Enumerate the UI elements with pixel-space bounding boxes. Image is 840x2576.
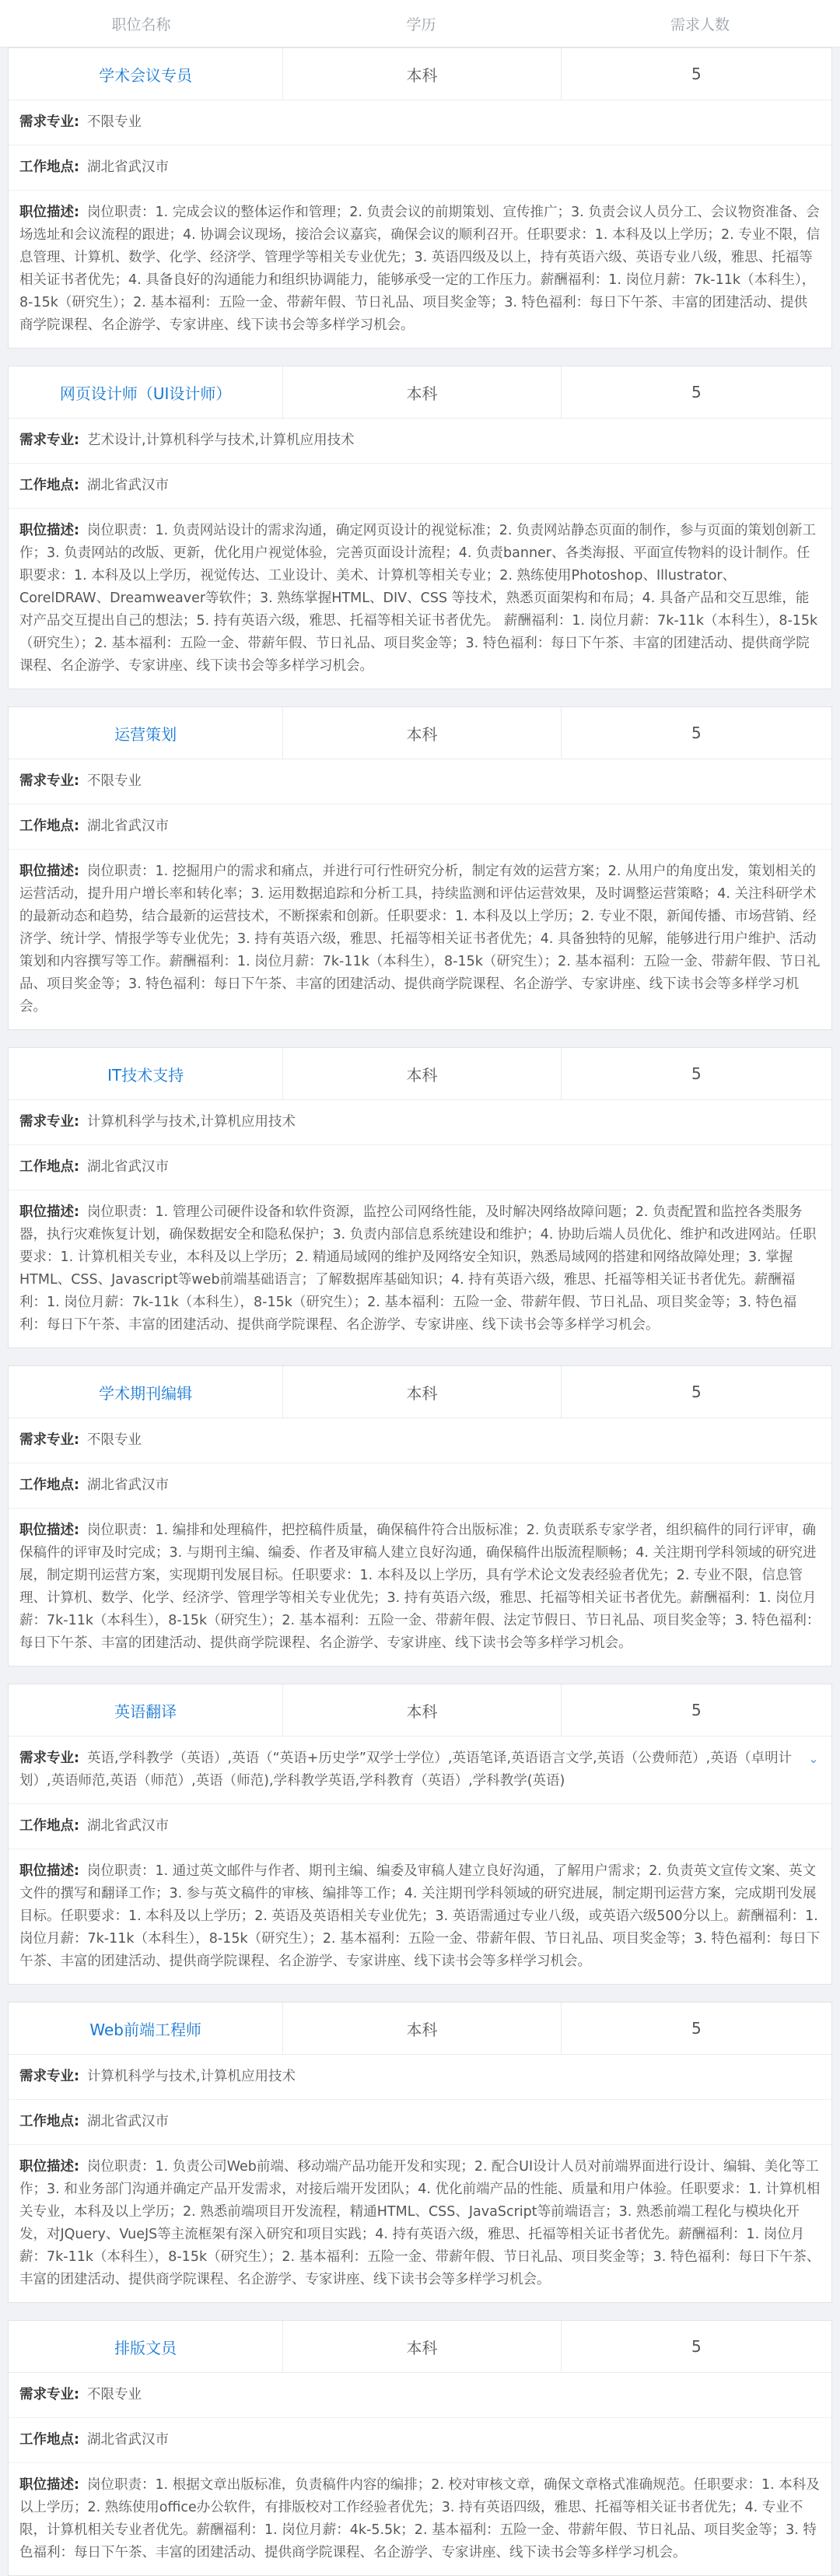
job-location-row [9,1804,831,1849]
job-major-row [9,2373,831,2418]
job-header-row[interactable] [9,1684,831,1737]
job-count: 5 [691,1064,702,1083]
location-label: 工作地点: [19,2432,79,2448]
job-desc: 岗位职责：1. 负责公司Web前端、移动端产品功能开发和实现；2. 配合UI设计人员对前端界面进行设计、编辑、美化等工作；3. 和业务部门沟通并确定产品开发需求，对接后端开发团队；4. 优化前端产品的性能、质量和用户体验。任职要求：1. 计算机相关专业，本科及以上学历；2. 熟悉前端项目开发流程，精通HTML、CSS、JavaScript等前端语言；3. 熟悉前端工程化与模块化开发，对JQuery、VueJS等主流框架有深入研究和项目实践；4. 持有英语六级，雅思、托福等相关证书者优先。薪酬福利：1. 岗位月薪：7k-11k（本科生），8-15k（研究生）；2. 基本福利：五险一金、带薪年假、节日礼品、项目奖金等；3. 特色福利：每日下午茶、丰富的团建活动、提供商学院课程、名企游学、专家讲座、线下读书会等多样学习机会。 [19,2159,821,2287]
job-header-row[interactable] [9,48,831,100]
job-card [8,1684,832,1985]
job-degree: 本科 [283,366,561,418]
job-major-row [9,100,831,145]
job-location: 湖北省武汉市 [87,2432,169,2448]
job-title-link[interactable]: 英语翻译 [9,1684,283,1736]
job-header-row[interactable] [9,2003,831,2055]
job-desc: 岗位职责：1. 挖掘用户的需求和痛点，并进行可行性研究分析，制定有效的运营方案；2. 从用户的角度出发，策划相关的运营活动，提升用户增长率和转化率；3. 运用数据追踪和分析工具，持续监测和评估运营效果，及时调整运营策略；4. 关注科研学术的最新动态和趋势，结合最新的运营技术，不断探索和创新。任职要求：1. 本科及以上学历；2. 专业不限，新闻传播、市场营销、经济学、统计学、情报学等专业优先；3. 持有英语六级，雅思、托福等相关证书者优先；4. 具备独特的见解，能够进行用户维护、活动策划和内容撰写等工作。薪酬福利：1. 岗位月薪：7k-11k（本科生），8-15k（研究生）；2. 基本福利：五险一金、带薪年假、节日礼品、项目奖金等；3. 特色福利：每日下午茶、丰富的团建活动、提供商学院课程、名企游学、专家讲座、线下读书会等多样学习机会。 [19,864,821,1015]
job-degree: 本科 [283,1048,561,1099]
job-major-row [9,419,831,464]
job-location-row [9,145,831,191]
major-label: 需求专业: [19,2387,79,2403]
job-count: 5 [691,1383,702,1401]
job-card [8,706,832,1030]
job-major: 计算机科学与技术,计算机应用技术 [87,2069,296,2084]
desc-label: 职位描述: [19,864,79,879]
job-major: 艺术设计,计算机科学与技术,计算机应用技术 [87,433,355,448]
job-desc: 岗位职责：1. 负责网站设计的需求沟通，确定网页设计的视觉标准；2. 负责网站静态页面的制作，参与页面的策划创新工作；3. 负责网站的改版、更新，优化用户视觉体验，完善页面设计流程；4. 负责banner、各类海报、平面宣传物料的设计制作。任职要求：1. 本科及以上学历，视觉传达、工业设计、美术、计算机等相关专业；2. 熟练使用Photoshop、Illustrator、CorelDRAW、Dreamweaver等软件；3. 熟练掌握HTML、DIV、CSS 等技术，熟悉页面架构和布局；4. 具备产品和交互思维，能对产品交互提出自己的想法；5. 持有英语六级，雅思、托福等相关证书者优先。 薪酬福利：1. 岗位月薪：7k-11k（本科生），8-15k（研究生）；2. 基本福利：五险一金、带薪年假、节日礼品、项目奖金等；3. 特色福利：每日下午茶、丰富的团建活动、提供商学院课程、名企游学、专家讲座、线下读书会等多样学习机会。 [19,523,818,674]
job-major-row [9,1418,831,1463]
job-location-row [9,804,831,850]
job-count: 5 [691,383,702,401]
header-degree: 学历 [406,16,436,33]
job-location: 湖北省武汉市 [87,2114,169,2129]
job-header-row[interactable] [9,2321,831,2373]
job-card [8,1365,832,1667]
job-major-row [9,1100,831,1145]
job-desc: 岗位职责：1. 管理公司硬件设备和软件资源，监控公司网络性能，及时解决网络故障问题；2. 负责配置和监控各类服务器，执行灾难恢复计划，确保数据安全和隐私保护；3. 负责内部信息系统建设和维护；4. 协助后端人员优化、维护和改进网站。任职要求：1. 计算机相关专业，本科及以上学历；2. 精通局域网的维护及网络安全知识，熟悉局域网的搭建和网络故障处理；3. 掌握HTML、CSS、Javascript等web前端基础语言；了解数据库基础知识；4. 持有英语六级，雅思、托福等相关证书者优先。薪酬福利：1. 岗位月薪：7k-11k（本科生），8-15k（研究生）；2. 基本福利：五险一金、带薪年假、节日礼品、项目奖金等；3. 特色福利：每日下午茶、丰富的团建活动、提供商学院课程、名企游学、专家讲座、线下读书会等多样学习机会。 [19,1204,817,1333]
job-major: 英语,学科教学（英语）,英语（“英语+历史学”双学士学位）,英语笔译,英语语言文学,英语（公费师范）,英语（卓明计划）,英语师范,英语（师范）,英语（师范),学科教学英语,学科教育（英语）,学科教学(英语) [19,1751,793,1789]
job-title-link[interactable]: 运营策划 [9,707,283,759]
job-desc: 岗位职责：1. 完成会议的整体运作和管理；2. 负责会议的前期策划、宣传推广；3. 负责会议人员分工、会议物资准备、会场选址和会议流程的跟进；4. 协调会议现场，接洽会议嘉宾，确保会议的顺利召开。任职要求：1. 本科及以上学历；2. 专业不限，信息管理、计算机、数学、化学、经济学、管理学等相关专业优先；3. 英语四级及以上，持有英语六级、英语专业八级，雅思、托福等相关证书者优先；4. 具备良好的沟通能力和组织协调能力，能够承受一定的工作压力。薪酬福利：1. 岗位月薪：7k-11k（本科生），8-15k（研究生）；2. 基本福利：五险一金、带薪年假、节日礼品、项目奖金等；3. 特色福利：每日下午茶、丰富的团建活动、提供商学院课程、名企游学、专家讲座、线下读书会等多样学习机会。 [19,205,821,333]
desc-label: 职位描述: [19,205,79,220]
job-title-link[interactable]: 排版文员 [9,2321,283,2372]
job-desc-row [9,1509,831,1666]
job-degree: 本科 [283,2003,561,2054]
job-location: 湖北省武汉市 [87,1159,169,1175]
job-major-row [9,1737,831,1804]
location-label: 工作地点: [19,818,79,834]
desc-label: 职位描述: [19,1204,79,1220]
job-desc: 岗位职责：1. 通过英文邮件与作者、期刊主编、编委及审稿人建立良好沟通，了解用户需求；2. 负责英文宣传文案、英文文件的撰写和翻译工作；3. 参与英文稿件的审核、编排等工作；4. 关注期刊学科领域的研究进展，制定期刊运营方案，完成期刊发展目标。任职要求：1. 本科及以上学历；2. 英语及英语相关专业优先；3. 英语需通过专业八级，或英语六级500分以上。薪酬福利：1. 岗位月薪：7k-11k（本科生），8-15k（研究生）；2. 基本福利：五险一金、带薪年假、节日礼品、项目奖金等；3. 特色福利：每日下午茶、丰富的团建活动、提供商学院课程、名企游学、专家讲座、线下读书会等多样学习机会。 [19,1863,821,1969]
job-header-row[interactable] [9,1366,831,1418]
job-desc-row [9,191,831,348]
location-label: 工作地点: [19,478,79,493]
job-location-row [9,1463,831,1509]
job-major: 不限专业 [87,2387,142,2403]
location-label: 工作地点: [19,1159,79,1175]
job-card [8,366,832,689]
job-location: 湖北省武汉市 [87,818,169,834]
major-label: 需求专业: [19,1432,79,1448]
job-location: 湖北省武汉市 [87,159,169,175]
job-desc-row [9,2463,831,2575]
major-label: 需求专业: [19,114,79,130]
job-desc: 岗位职责：1. 根据文章出版标准，负责稿件内容的编排；2. 校对审核文章，确保文章格式准确规范。任职要求：1. 本科及以上学历；2. 熟练使用office办公软件，有排版校对工作经验者优先；3. 持有英语四级，雅思、托福等相关证书者优先；4. 专业不限，计算机相关专业者优先。薪酬福利：1. 岗位月薪：4k-5.5k；2. 基本福利：五险一金、带薪年假、节日礼品、项目奖金等；3. 特色福利：每日下午茶、丰富的团建活动、提供商学院课程、名企游学、专家讲座、线下读书会等多样学习机会。 [19,2477,820,2560]
job-location: 湖北省武汉市 [87,1477,169,1493]
job-card [8,2002,832,2303]
job-card [8,1047,832,1348]
location-label: 工作地点: [19,1818,79,1834]
job-title-link[interactable]: 学术期刊编辑 [9,1366,283,1418]
major-label: 需求专业: [19,1751,79,1766]
job-desc-row [9,1849,831,1984]
job-location: 湖北省武汉市 [87,478,169,493]
job-card [8,2320,832,2576]
job-desc-row [9,850,831,1029]
location-label: 工作地点: [19,2114,79,2129]
major-label: 需求专业: [19,773,79,789]
job-count: 5 [691,2337,702,2356]
chevron-down-icon[interactable]: ⌄ [808,1751,819,1766]
job-major-row [9,2055,831,2100]
job-location-row [9,2418,831,2463]
job-location-row [9,2100,831,2145]
job-count: 5 [691,65,702,83]
job-location: 湖北省武汉市 [87,1818,169,1834]
job-location-row [9,464,831,509]
job-card [8,47,832,349]
job-major: 计算机科学与技术,计算机应用技术 [87,1114,296,1130]
desc-label: 职位描述: [19,1863,79,1879]
desc-label: 职位描述: [19,523,79,538]
job-count: 5 [691,1701,702,1719]
job-degree: 本科 [283,1684,561,1736]
job-major: 不限专业 [87,773,142,789]
job-degree: 本科 [283,2321,561,2372]
job-count: 5 [691,724,702,742]
job-header-row[interactable] [9,366,831,419]
location-label: 工作地点: [19,1477,79,1493]
major-label: 需求专业: [19,2069,79,2084]
job-title-link[interactable]: 网页设计师（UI设计师） [9,366,283,418]
major-label: 需求专业: [19,433,79,448]
job-degree: 本科 [283,1366,561,1418]
job-degree: 本科 [283,707,561,759]
job-major: 不限专业 [87,1432,142,1448]
desc-label: 职位描述: [19,2159,79,2175]
job-title-link[interactable]: Web前端工程师 [9,2003,283,2054]
job-desc-row [9,509,831,689]
desc-label: 职位描述: [19,1523,79,1538]
job-major: 不限专业 [87,114,142,130]
job-desc: 岗位职责：1. 编排和处理稿件，把控稿件质量，确保稿件符合出版标准；2. 负责联系专家学者，组织稿件的同行评审，确保稿件的评审及时完成；3. 与期刊主编、编委、作者及审稿人建立良好沟通，确保稿件出版流程顺畅；4. 关注期刊学科领域的研究进展，制定期刊运营方案，实现期刊发展目标。任职要求：1. 本科及以上学历，具有学术论文发表经验者优先；2. 专业不限，信息管理、计算机、数学、化学、经济学、管理学等相关专业优先；3. 持有英语六级，雅思、托福等相关证书者优先。薪酬福利：1. 岗位月薪：7k-11k（本科生），8-15k（研究生）；2. 基本福利：五险一金、带薪年假、法定节假日、节日礼品、项目奖金等；3. 特色福利：每日下午茶、丰富的团建活动、提供商学院课程、名企游学、专家讲座、线下读书会等多样学习机会。 [19,1523,821,1651]
header-count: 需求人数 [670,16,730,33]
job-header-row[interactable] [9,707,831,759]
header-title: 职位名称 [111,16,171,33]
job-degree: 本科 [283,48,561,100]
major-label: 需求专业: [19,1114,79,1130]
job-title-link[interactable]: 学术会议专员 [9,48,283,100]
job-title-link[interactable]: IT技术支持 [9,1048,283,1099]
job-header-row[interactable] [9,1048,831,1100]
job-count: 5 [691,2019,702,2038]
job-location-row [9,1145,831,1190]
table-header [0,0,840,47]
job-major-row [9,759,831,804]
job-desc-row [9,1190,831,1348]
location-label: 工作地点: [19,159,79,175]
job-desc-row [9,2145,831,2302]
desc-label: 职位描述: [19,2477,79,2493]
